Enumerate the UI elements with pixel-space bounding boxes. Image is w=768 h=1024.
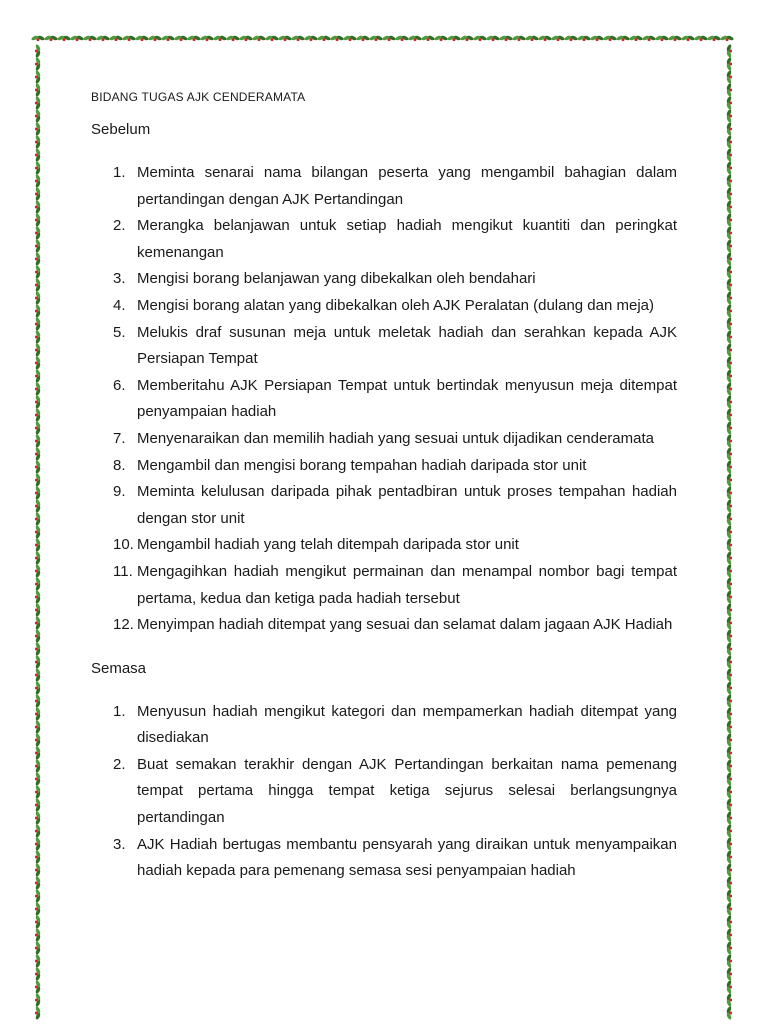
item-number: 3.	[113, 835, 126, 853]
item-number: 3.	[113, 270, 126, 288]
list-item	[91, 699, 677, 752]
item-number: 11.	[113, 562, 133, 580]
item-text: Menyenaraikan dan memilih hadiah yang sesuai untuk dijadikan cenderamata	[137, 429, 654, 447]
item-number: 12.	[113, 616, 134, 634]
item-text: Mengambil hadiah yang telah ditempah daripada stor unit	[137, 536, 519, 554]
section-heading: Sebelum	[91, 121, 151, 138]
list-item	[91, 532, 677, 559]
item-number: 5.	[113, 323, 126, 341]
list-item	[91, 832, 677, 885]
item-number: 7.	[113, 429, 126, 447]
item-number: 1.	[113, 702, 126, 720]
list-item	[91, 293, 677, 320]
item-number: 10.	[113, 536, 134, 554]
list-item	[91, 373, 677, 426]
section-semasa	[91, 659, 677, 885]
item-text: Mengambil dan mengisi borang tempahan hadiah daripada stor unit	[137, 456, 587, 474]
item-text: Menyusun hadiah mengikut kategori dan mempamerkan hadiah ditempat yang disediakan	[137, 702, 677, 747]
list-item	[91, 752, 677, 832]
task-list	[91, 160, 677, 639]
section-sebelum	[91, 120, 677, 639]
item-text: Meminta kelulusan daripada pihak pentadbiran untuk proses tempahan hadiah dengan stor unit	[137, 483, 677, 527]
item-text: Menyimpan hadiah ditempat yang sesuai dan selamat dalam jagaan AJK Hadiah	[137, 616, 673, 634]
item-text: Memberitahu AJK Persiapan Tempat untuk bertindak menyusun meja ditempat penyampaian hadiah	[137, 376, 677, 421]
item-number: 4.	[113, 296, 126, 314]
item-number: 8.	[113, 456, 126, 474]
item-number: 1.	[113, 164, 126, 181]
list-item	[91, 479, 677, 532]
item-number: 9.	[113, 483, 126, 501]
item-text: Buat semakan terakhir dengan AJK Pertandingan berkaitan nama pemenang tempat pertama hingga tempat ketiga sejurus selesai berlangsungnya pertandingan	[137, 755, 677, 827]
item-text: Mengagihkan hadiah mengikut permainan dan menampal nombor bagi tempat pertama, kedua dan ketiga pada hadiah tersebut	[137, 562, 677, 607]
list-item	[91, 266, 677, 293]
item-number: 2.	[113, 217, 126, 235]
list-item	[91, 426, 677, 453]
item-text: Melukis draf susunan meja untuk meletak hadiah dan serahkan kepada AJK Persiapan Tempat	[137, 323, 677, 368]
item-text: Mengisi borang alatan yang dibekalkan oleh AJK Peralatan (dulang dan meja)	[137, 296, 655, 314]
list-item	[91, 612, 677, 639]
document-body	[91, 88, 677, 885]
item-text: Merangka belanjawan untuk setiap hadiah mengikut kuantiti dan peringkat kemenangan	[137, 217, 677, 261]
item-text: Meminta senarai nama bilangan peserta yang mengambil bahagian dalam pertandingan dengan AJK Pertandingan	[137, 164, 677, 208]
item-text: AJK Hadiah bertugas membantu pensyarah yang diraikan untuk menyampaikan hadiah kepada para pemenang semasa sesi penyampaian hadiah	[137, 835, 677, 880]
task-list	[91, 699, 677, 885]
section-heading: Semasa	[91, 659, 147, 677]
list-item	[91, 559, 677, 612]
list-item	[91, 160, 677, 213]
list-item	[91, 320, 677, 373]
list-item	[91, 213, 677, 266]
item-text: Mengisi borang belanjawan yang dibekalkan oleh bendahari	[137, 270, 536, 288]
item-number: 6.	[113, 376, 126, 394]
document-title: BIDANG TUGAS AJK CENDERAMATA	[91, 90, 306, 104]
list-item	[91, 453, 677, 480]
item-number: 2.	[113, 755, 126, 773]
